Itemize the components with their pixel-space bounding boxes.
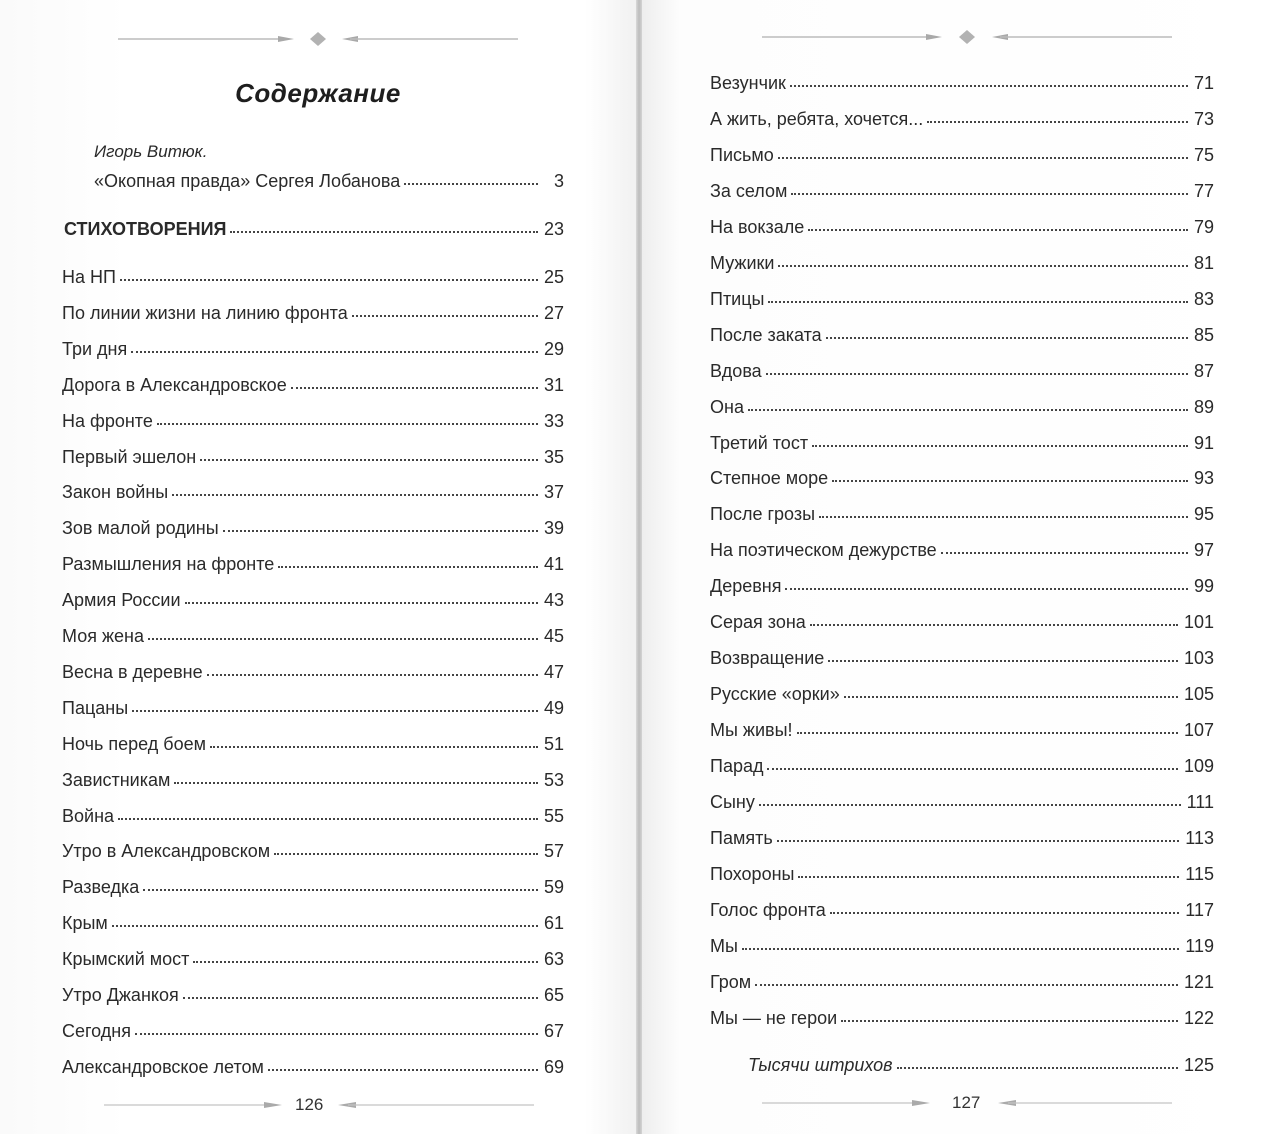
toc-entry: [710, 683, 1214, 705]
toc-entry: [62, 481, 564, 503]
toc-entry-title: Александровское летом: [62, 1056, 264, 1077]
toc-entry-page: 71: [1193, 73, 1214, 93]
toc-entry: [710, 863, 1214, 885]
toc-entry: [62, 553, 564, 575]
leader-dots: [193, 957, 538, 963]
toc-entry-page: 41: [543, 554, 564, 575]
top-ornament-left: [118, 32, 518, 46]
leader-dots: [135, 1029, 538, 1035]
toc-entry-title: Серая зона: [710, 612, 806, 633]
leader-dots: [927, 117, 1188, 123]
toc-entry: [710, 935, 1214, 957]
toc-entry: [710, 72, 1214, 94]
leader-dots: [278, 562, 538, 568]
toc-entry-closing: [748, 1054, 1214, 1076]
leader-dots: [291, 383, 538, 389]
toc-entry-title: Гром: [710, 971, 752, 992]
leader-dots: [797, 728, 1178, 734]
leader-dots: [812, 441, 1188, 447]
toc-entry: [710, 1007, 1214, 1029]
leader-dots: [785, 584, 1187, 590]
toc-entry-title: Похороны: [710, 863, 795, 884]
toc-entry: [62, 876, 564, 898]
toc-entry-title: Сегодня: [62, 1020, 131, 1041]
top-ornament-right: [762, 30, 1172, 44]
toc-entry-page: 122: [1183, 1007, 1214, 1028]
toc-entry-page: 45: [543, 626, 564, 646]
toc-entry-page: 85: [1193, 324, 1214, 345]
toc-entry: [62, 589, 564, 611]
toc-entry: [710, 467, 1214, 489]
toc-entry-title: А жить, ребята, хочется...: [710, 108, 924, 129]
toc-entry: [710, 971, 1214, 993]
toc-entry: [710, 180, 1214, 202]
toc-entry-title: На поэтическом дежурстве: [710, 540, 937, 561]
toc-entry-title: Разведка: [62, 877, 140, 898]
toc-entry-page: 59: [543, 877, 564, 898]
toc-entry-page: 121: [1183, 971, 1214, 992]
toc-entry-page: 103: [1183, 648, 1214, 669]
leader-dots: [826, 333, 1188, 339]
toc-entry-title: Ночь перед боем: [62, 733, 206, 754]
toc-entry-page: 3: [553, 171, 564, 191]
section-page: 23: [543, 219, 564, 239]
toc-entry-title: Война: [62, 805, 115, 826]
toc-entry-page: 89: [1193, 396, 1214, 417]
page-title: Содержание: [235, 78, 401, 108]
toc-entry-title: Крым: [62, 913, 108, 934]
toc-entry: [710, 288, 1214, 310]
toc-entry: [62, 1056, 564, 1078]
toc-entry-page: 33: [543, 410, 564, 431]
toc-entry: [62, 984, 564, 1006]
toc-entry: [710, 252, 1214, 274]
toc-entry-page: 65: [543, 985, 564, 1005]
toc-entry-page: 63: [543, 949, 564, 970]
leader-dots: [748, 405, 1188, 411]
toc-entry-page: 119: [1185, 935, 1214, 956]
toc-entry: [710, 360, 1214, 382]
toc-entry-page: 43: [543, 590, 564, 611]
toc-entry-page: 125: [1183, 1055, 1214, 1075]
toc-entry: [710, 108, 1214, 130]
toc-entry: [62, 1020, 564, 1042]
toc-entry-title: Зов малой родины: [62, 518, 219, 539]
toc-entry-title: Везунчик: [710, 73, 786, 93]
toc-entry-title: Утро Джанкоя: [62, 985, 179, 1005]
leader-dots: [759, 800, 1181, 806]
toc-entry-page: 115: [1185, 863, 1214, 884]
toc-entry-page: 95: [1193, 504, 1214, 525]
leader-dots: [200, 455, 538, 461]
toc-entry-page: 49: [543, 697, 564, 718]
toc-entry-title: На фронте: [62, 410, 153, 431]
toc-entry-title: Степное море: [710, 468, 829, 489]
left-page: [0, 0, 636, 1134]
toc-entry-page: 83: [1193, 288, 1214, 309]
toc-entry-page: 97: [1193, 540, 1214, 561]
toc-entry-title: Крымский мост: [62, 949, 190, 970]
toc-entry-title: Армия России: [62, 590, 181, 611]
toc-entry-page: 27: [543, 302, 564, 323]
toc-entry-page: 55: [543, 805, 564, 826]
toc-entry: [62, 661, 564, 683]
leader-dots: [207, 670, 538, 676]
leader-dots: [183, 993, 538, 999]
toc-entry-title: Вдова: [710, 360, 762, 381]
toc-entry: [62, 769, 564, 791]
leader-dots: [143, 885, 538, 891]
toc-entry-title: Третий тост: [710, 432, 809, 453]
leader-dots: [767, 764, 1177, 770]
toc-entry-title: Птицы: [710, 288, 765, 309]
toc-entry: [62, 805, 564, 827]
leader-dots: [120, 275, 538, 281]
leader-dots: [274, 849, 538, 855]
toc-entry-title: Парад: [710, 756, 764, 777]
toc-entry: [710, 899, 1214, 921]
toc-entry-title: Размышления на фронте: [62, 554, 275, 575]
toc-entry-title: Моя жена: [62, 626, 144, 646]
toc-entry-page: 101: [1183, 612, 1214, 633]
leader-dots: [778, 261, 1188, 267]
toc-entry-title: Мы: [710, 935, 738, 956]
toc-entry-page: 75: [1193, 144, 1214, 165]
leader-dots: [157, 419, 538, 425]
leader-dots: [828, 656, 1178, 662]
toc-entry-page: 93: [1193, 468, 1214, 489]
leader-dots: [404, 179, 538, 185]
toc-entry-title: За селом: [710, 180, 788, 201]
leader-dots: [148, 634, 538, 640]
toc-entry: [62, 625, 564, 647]
toc-entry-title: После заката: [710, 324, 822, 345]
toc-entry-page: 47: [543, 661, 564, 682]
section-title: СТИХОТВОРЕНИЯ: [64, 219, 227, 239]
toc-entry: [710, 719, 1214, 741]
leader-dots: [798, 872, 1179, 878]
toc-entry-page: 91: [1193, 432, 1214, 453]
leader-dots: [790, 81, 1188, 87]
leader-dots: [174, 778, 538, 784]
leader-dots: [112, 921, 538, 927]
leader-dots: [118, 814, 538, 820]
toc-entry: [710, 503, 1214, 525]
toc-entry-title: На вокзале: [710, 216, 805, 237]
toc-entry-page: 25: [543, 267, 564, 287]
leader-dots: [755, 980, 1178, 986]
toc-entry: [710, 396, 1214, 418]
toc-entry: [710, 575, 1214, 597]
toc-entry: [710, 827, 1214, 849]
toc-entry-intro: [94, 170, 564, 192]
toc-section-heading: [64, 218, 564, 240]
toc-entry: [62, 338, 564, 360]
toc-entry-title: Три дня: [62, 338, 128, 359]
toc-entry: [62, 374, 564, 396]
toc-entry-page: 109: [1183, 756, 1214, 777]
toc-entry: [710, 755, 1214, 777]
toc-entry-title: Письмо: [710, 144, 774, 165]
leader-dots: [352, 311, 538, 317]
toc-entry: [62, 302, 564, 324]
leader-dots: [230, 227, 538, 233]
toc-entry: [710, 432, 1214, 454]
leader-dots: [742, 944, 1179, 950]
toc-entry-page: 99: [1193, 576, 1214, 597]
toc-entry-title: Закон войны: [62, 482, 169, 503]
leader-dots: [791, 189, 1188, 195]
leader-dots: [941, 548, 1188, 554]
leader-dots: [897, 1063, 1178, 1069]
leader-dots: [132, 706, 538, 712]
page-number: 126: [295, 1095, 324, 1114]
toc-entry-title: Возвращение: [710, 648, 825, 669]
toc-entry-page: 35: [543, 446, 564, 467]
page-number: 127: [952, 1093, 981, 1112]
toc-entry-title: Пацаны: [62, 697, 129, 718]
toc-entry: [62, 912, 564, 934]
toc-entry-title: «Окопная правда» Сергея Лобанова: [94, 171, 401, 191]
toc-entry-title: Завистникам: [62, 769, 171, 790]
toc-entry-page: 111: [1186, 792, 1214, 812]
leader-dots: [830, 908, 1180, 914]
leader-dots: [819, 512, 1188, 518]
leader-dots: [268, 1065, 538, 1071]
toc-entry-title: Тысячи штрихов: [748, 1055, 893, 1075]
toc-entry-page: 57: [543, 841, 564, 862]
leader-dots: [223, 526, 538, 532]
right-page: [642, 0, 1281, 1134]
toc-entry: [62, 266, 564, 288]
toc-entry-title: Сыну: [710, 792, 755, 812]
toc-entry: [710, 647, 1214, 669]
leader-dots: [832, 476, 1188, 482]
toc-entry-page: 107: [1183, 720, 1214, 741]
leader-dots: [844, 692, 1178, 698]
toc-entry-title: По линии жизни на линию фронта: [62, 302, 348, 323]
toc-entry-page: 81: [1193, 252, 1214, 273]
toc-entry: [710, 216, 1214, 238]
toc-entry: [710, 539, 1214, 561]
toc-entry-title: Мы живы!: [710, 720, 793, 741]
toc-entry-page: 67: [543, 1020, 564, 1041]
toc-entry-page: 117: [1185, 899, 1214, 920]
toc-entry-page: 77: [1193, 180, 1214, 201]
toc-entry-page: 31: [543, 374, 564, 395]
toc-entry-page: 87: [1193, 360, 1214, 381]
toc-entry-page: 51: [543, 733, 564, 754]
leader-dots: [810, 620, 1178, 626]
leader-dots: [172, 490, 538, 496]
leader-dots: [778, 153, 1188, 159]
toc-entry: [62, 697, 564, 719]
leader-dots: [777, 836, 1180, 842]
toc-entry-title: Утро в Александровском: [62, 841, 271, 862]
toc-entry: [62, 840, 564, 862]
toc-entry: [710, 144, 1214, 166]
toc-entry-title: Весна в деревне: [62, 661, 203, 682]
toc-entry-title: Она: [710, 396, 744, 417]
toc-entry-title: Русские «орки»: [710, 684, 840, 705]
toc-entry: [62, 948, 564, 970]
toc-entry-title: Мужики: [710, 252, 775, 273]
toc-entry: [62, 517, 564, 539]
toc-entry: [62, 410, 564, 432]
toc-entry-title: Память: [710, 827, 773, 848]
toc-entry-page: 61: [543, 913, 564, 934]
leader-dots: [131, 347, 538, 353]
intro-author: Игорь Витюк.: [94, 142, 208, 161]
toc-entry-title: После грозы: [710, 504, 816, 525]
toc-entry-page: 79: [1193, 216, 1214, 237]
toc-entry-title: Деревня: [710, 576, 782, 597]
toc-entry-page: 69: [543, 1056, 564, 1077]
toc-entry: [62, 446, 564, 468]
toc-entry-page: 29: [543, 338, 564, 359]
toc-entry-page: 39: [543, 518, 564, 539]
toc-entry-title: На НП: [62, 267, 116, 287]
toc-entry: [710, 791, 1214, 813]
leader-dots: [766, 369, 1188, 375]
toc-entry-title: Голос фронта: [710, 899, 826, 920]
toc-entry: [710, 611, 1214, 633]
toc-entry: [710, 324, 1214, 346]
toc-entry-page: 113: [1185, 827, 1214, 848]
leader-dots: [185, 598, 538, 604]
toc-entry: [62, 733, 564, 755]
toc-entry-page: 37: [543, 482, 564, 503]
leader-dots: [808, 225, 1188, 231]
toc-entry-page: 105: [1183, 684, 1214, 705]
toc-entry-title: Мы — не герои: [710, 1007, 838, 1028]
toc-entry-page: 73: [1193, 108, 1214, 129]
leader-dots: [841, 1016, 1178, 1022]
toc-entry-title: Первый эшелон: [62, 446, 197, 467]
toc-entry-page: 53: [543, 769, 564, 790]
leader-dots: [210, 742, 538, 748]
toc-entry-title: Дорога в Александровское: [62, 374, 287, 395]
leader-dots: [768, 297, 1187, 303]
